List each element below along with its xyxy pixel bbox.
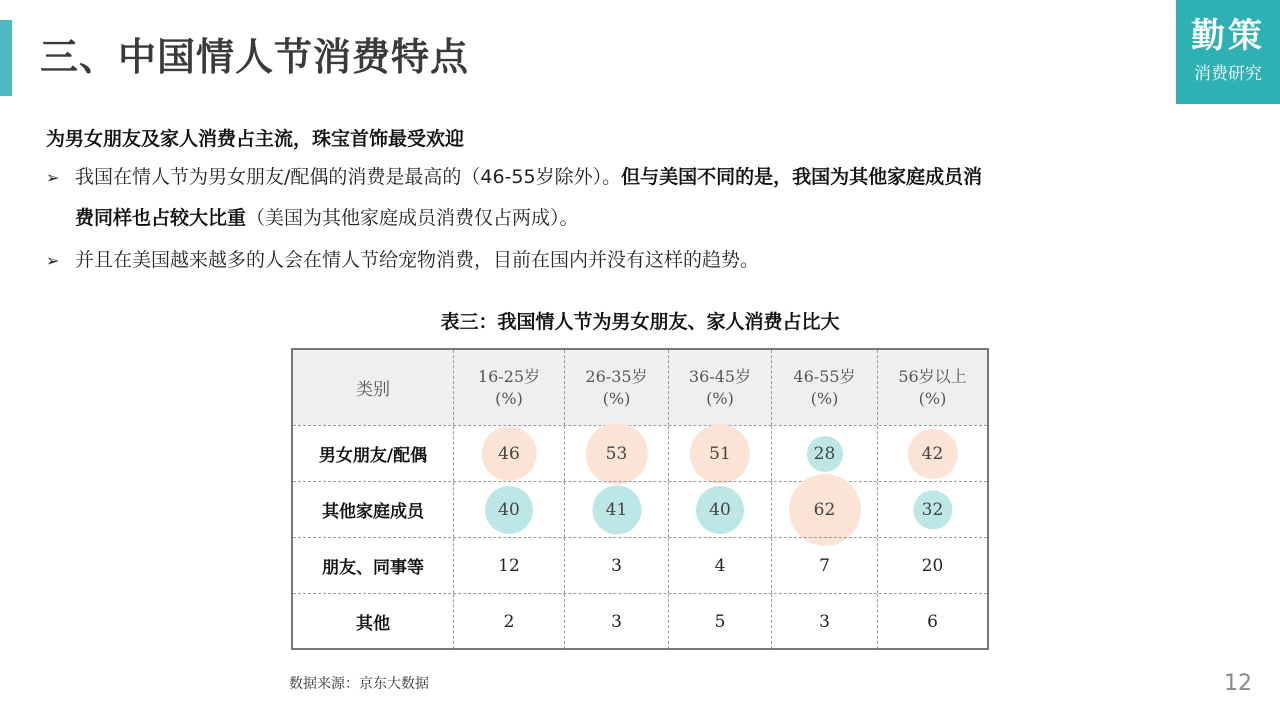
table-header-cell <box>293 350 453 425</box>
row-label-cell <box>293 426 453 481</box>
brand-logo <box>1176 0 1280 104</box>
value-label: 41 <box>605 499 628 520</box>
bullet-1-cont-text: （美国为其他家庭成员消费仅占两成）。 <box>246 207 579 229</box>
table-value-cell <box>564 594 668 649</box>
logo-sub-text: 消费研究 <box>1194 64 1262 84</box>
bullet-2-text: 并且在美国越来越多的人会在情人节给宠物消费，目前在国内并没有这样的趋势。 <box>75 249 760 271</box>
value-label: 4 <box>714 555 726 576</box>
value-label: 46 <box>498 443 520 464</box>
value-label: 53 <box>605 443 628 464</box>
row-label: 其他 <box>356 614 390 634</box>
row-label-cell <box>293 538 453 593</box>
row-label: 其他家庭成员 <box>322 502 424 522</box>
bullet-item-1 <box>46 157 982 198</box>
table-value-cell <box>771 482 877 537</box>
table-value-cell <box>564 538 668 593</box>
logo-main-text: 勤策 <box>1191 16 1265 56</box>
value-label: 12 <box>498 555 520 576</box>
row-label: 朋友、同事等 <box>322 558 424 578</box>
page-number: 12 <box>1224 671 1252 696</box>
section-headline: 为男女朋友及家人消费占主流，珠宝首饰最受欢迎 <box>46 128 465 150</box>
row-label: 男女朋友/配偶 <box>318 446 428 466</box>
table-caption: 表三：我国情人节为男女朋友、家人消费占比大 <box>440 311 840 333</box>
table-row <box>293 425 987 481</box>
table-value-cell <box>453 426 564 481</box>
table-header-cell <box>668 350 771 425</box>
bullet-1-cont-bold-text: 费同样也占较大比重 <box>75 207 247 229</box>
table-row <box>293 481 987 537</box>
consumption-table <box>291 348 989 650</box>
header-age-label: 26-35岁 (%) <box>585 366 648 408</box>
value-label: 20 <box>921 555 944 576</box>
table-value-cell <box>564 482 668 537</box>
bullet-arrow-icon: ➢ <box>46 251 60 270</box>
table-value-cell <box>668 538 771 593</box>
value-label: 28 <box>813 443 836 464</box>
value-label: 3 <box>819 611 830 632</box>
table-header-cell <box>564 350 668 425</box>
table-value-cell <box>668 426 771 481</box>
table-row <box>293 593 987 649</box>
value-label: 40 <box>498 499 520 520</box>
table-value-cell <box>877 482 987 537</box>
table-row <box>293 537 987 593</box>
table-value-cell <box>877 594 987 649</box>
table-header-cell <box>453 350 564 425</box>
table-value-cell <box>668 594 771 649</box>
bullet-1-text: 我国在情人节为男女朋友/配偶的消费是最高的（46-55岁除外）。 <box>75 166 622 188</box>
table-header-cell <box>771 350 877 425</box>
value-label: 51 <box>709 443 731 464</box>
value-label: 42 <box>921 443 944 464</box>
table-value-cell <box>564 426 668 481</box>
value-label: 40 <box>709 499 731 520</box>
table-value-cell <box>453 482 564 537</box>
table-header-cell <box>877 350 987 425</box>
value-label: 3 <box>611 611 622 632</box>
bullet-1-bold-text: 但与美国不同的是，我国为其他家庭成员消 <box>621 166 983 188</box>
table-value-cell <box>771 594 877 649</box>
page-title: 三、中国情人节消费特点 <box>40 35 470 79</box>
title-accent-bar <box>0 20 12 96</box>
value-label: 3 <box>611 555 622 576</box>
row-label-cell <box>293 594 453 649</box>
table-header-row <box>293 350 987 425</box>
bullet-item-1-continuation <box>75 198 579 239</box>
bullet-item-2 <box>46 240 759 281</box>
table-value-cell <box>453 538 564 593</box>
value-label: 6 <box>927 611 938 632</box>
header-age-label: 56岁以上 (%) <box>898 366 967 408</box>
value-label: 62 <box>813 499 836 520</box>
bullet-arrow-icon: ➢ <box>46 168 60 187</box>
value-label: 5 <box>714 611 726 632</box>
header-age-label: 46-55岁 (%) <box>793 366 856 408</box>
data-source-note: 数据来源：京东大数据 <box>289 676 429 692</box>
table-value-cell <box>877 538 987 593</box>
table-value-cell <box>668 482 771 537</box>
table-value-cell <box>453 594 564 649</box>
table-value-cell <box>771 538 877 593</box>
header-age-label: 16-25岁 (%) <box>477 366 541 408</box>
header-age-label: 36-45岁 (%) <box>688 366 752 408</box>
row-label-cell <box>293 482 453 537</box>
value-label: 7 <box>819 555 830 576</box>
table-value-cell <box>877 426 987 481</box>
value-label: 32 <box>921 499 944 520</box>
header-category-label: 类别 <box>356 380 390 400</box>
value-label: 2 <box>503 611 515 632</box>
